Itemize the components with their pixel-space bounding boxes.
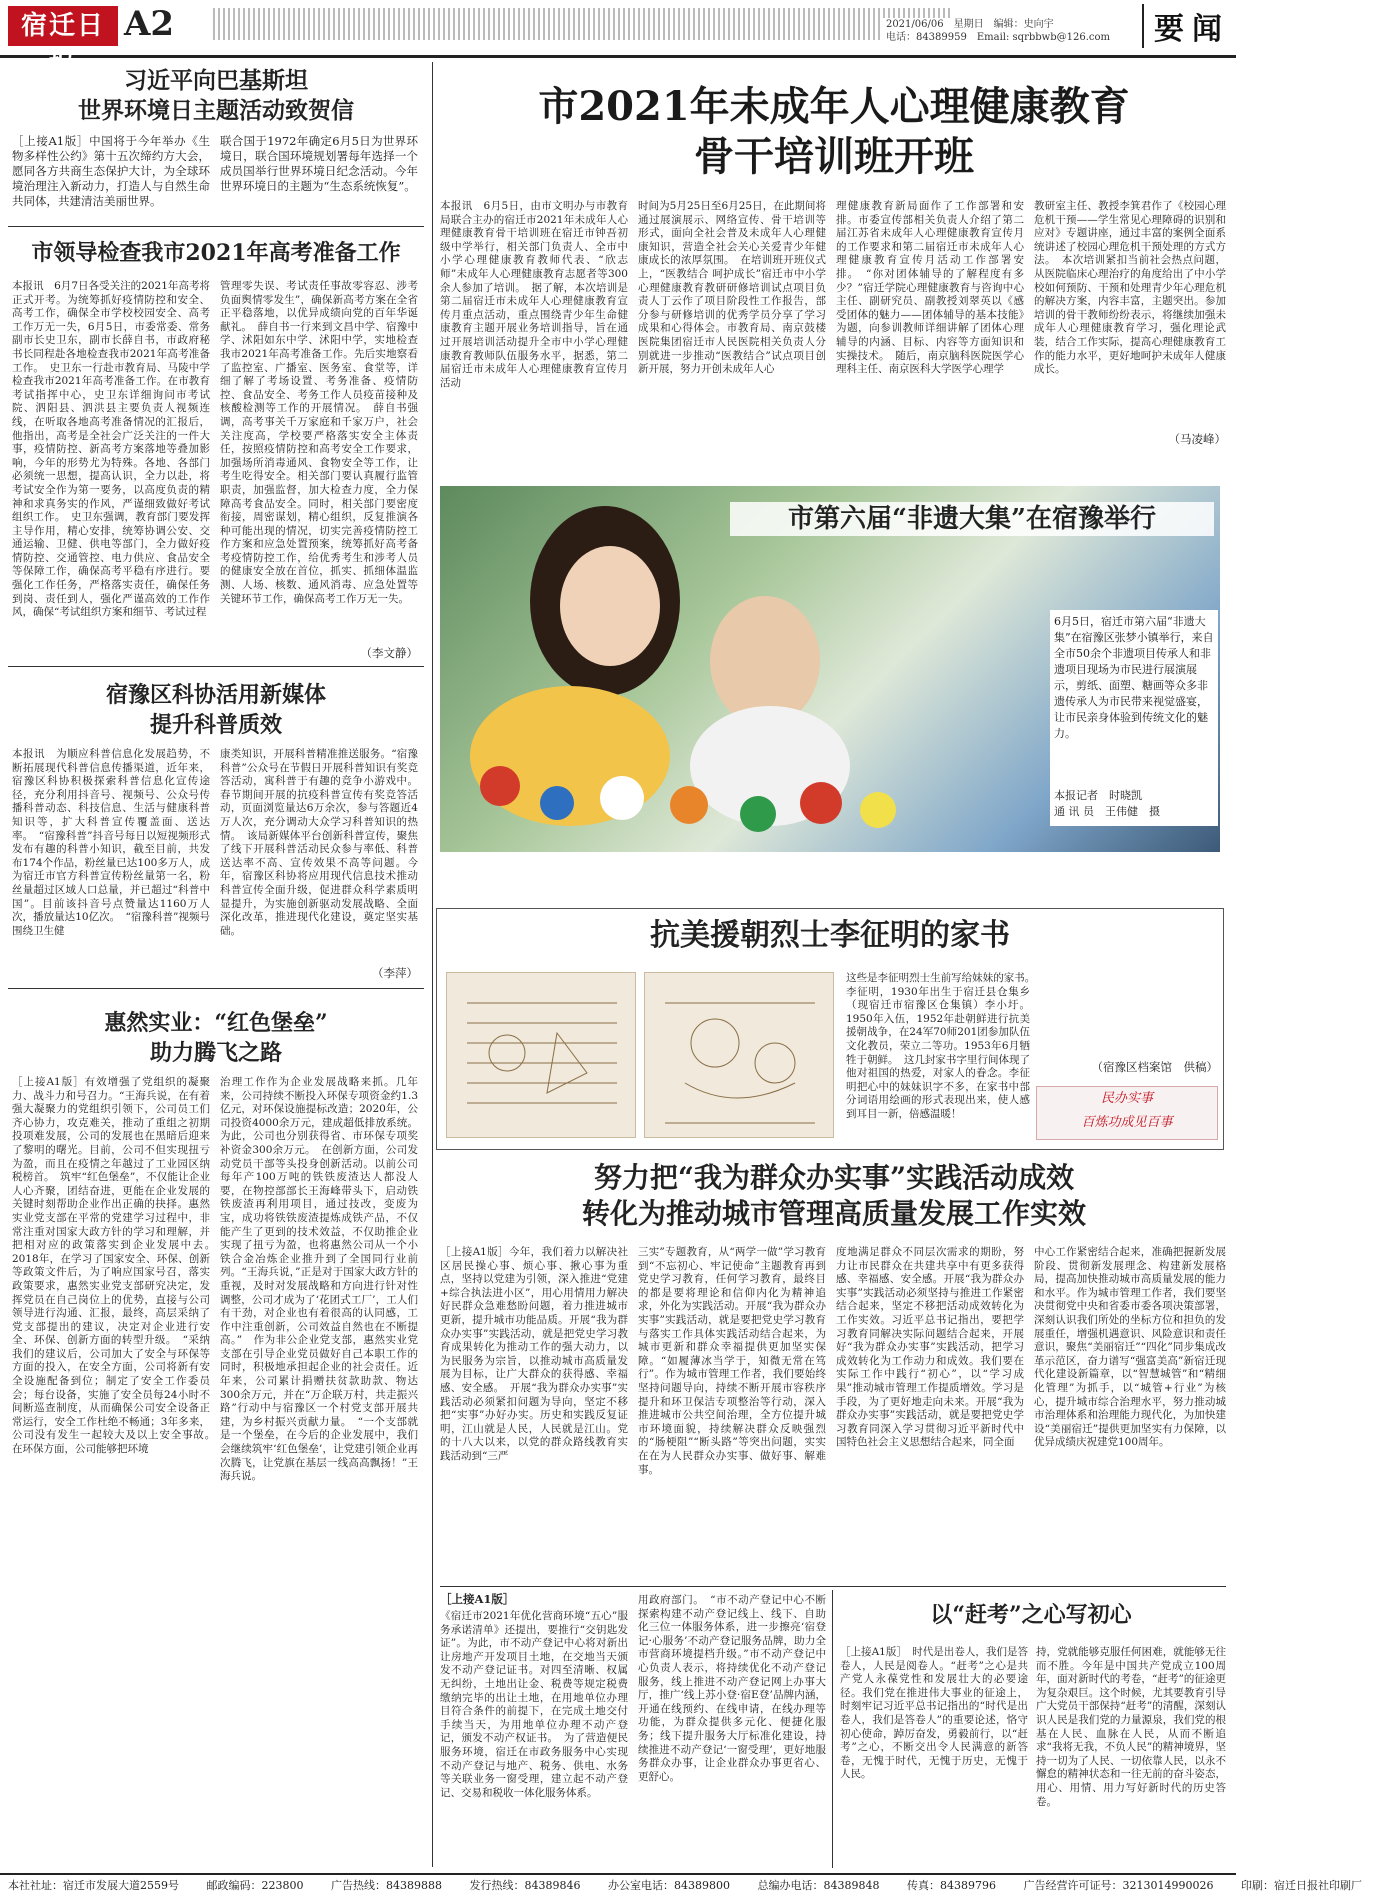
article-title (8, 1008, 424, 1068)
clay-figure (480, 766, 520, 806)
photo-caption-box (1050, 610, 1218, 826)
title-line: 转化为推动城市管理高质量发展工作实效 (581, 1197, 1086, 1230)
feature-title: 抗美援朝烈士李征明的家书 (650, 918, 1010, 953)
article-body: 三实”专题教育，从“两学一做”学习教育到“不忘初心、牢记使命”主题教育再到党史学习教育，任何学习教育，最终目的都是要将理论和信仰内化为精神追求，外化为实践活动。开展“我为群众办实事”实践活动，就是要把党史学习教育与落实工作具体实践活动结合起来，为城市更新和群众幸福提供更加坚实保障。“如履薄冰当学于，知微无常在笃行”。作为城市管理工作者，我们要始终坚持问题导向，持续不断开展市容秩序提升和环卫保洁专项整治等行动，深入推进城市公共空间治理，全方位提升城市环境面貌，持续解决群众反映强烈的“肠梗阻”“断头路”等突出问题，实实在在为人民群众办实事、做好事、解难事。 (638, 1246, 826, 1476)
footer-fax: 传真：84389796 (907, 1879, 996, 1892)
footer-ad: 广告热线：84389888 (331, 1879, 442, 1892)
article-body: 时间为5月25日至6月25日，在此期间将通过展演展示、网络宣传、骨干培训等形式，面向全社会普及未成年人心理健康知识，营造全社会关心关爱青少年健康成长的浓厚氛围。 在培训班开班仪式上，“医教结合 呵护成长”宿迁市中小学心理健康教育教研研修培训试点项目负责人丁云作了项目阶段性工作报告，部分参与研修培训的优秀学员分享了学习成果和心得体会。市教育局、南京鼓楼医院集团宿迁市人民医院相关负责人分别就进一步推动“医教结合”试点项目创新开展，努力开创未成年人心 (638, 200, 826, 376)
lead-title (440, 82, 1228, 182)
column-rule (432, 62, 433, 1867)
footer-post: 邮政编码：223800 (206, 1879, 304, 1892)
article-title (8, 680, 424, 740)
title-line: 努力把“我为群众办实事”实践活动成效 (593, 1161, 1075, 1194)
banner-line: 民办实事 (1100, 1091, 1153, 1106)
title-line: 习近平向巴基斯坦 (124, 67, 308, 94)
title-line: 提升科普质效 (149, 712, 282, 738)
photo-caption: 6月5日，宿迁市第六届“非遗大集”在宿豫区张梦小镇举行，来自全市50余个非遗项目传承人和非遗项目现场为市民进行展演展示，剪纸、面塑、糖画等众多非遗传承人为市民带来视觉盛宴，让市民亲身体验到传统文化的魅力。 (1054, 615, 1214, 740)
photo-title: 市第六届“非遗大集”在宿豫举行 (730, 502, 1214, 536)
banner-line: 百炼功成见百事 (1081, 1115, 1173, 1130)
article-title: 以“赶考”之心写初心 (930, 1602, 1132, 1628)
article-title (8, 66, 424, 126)
contact-line: 电话：84389959 Email: sqrbbwb@126.com (885, 32, 1110, 43)
section-rule (440, 1586, 1226, 1587)
title-line: 宿豫区科协活用新媒体 (105, 682, 326, 708)
clay-figure (540, 786, 574, 820)
article-body: 本报讯 6月7日各受关注的2021年高考将正式开考。为统筹抓好疫情防控和安全、高考工作，确保全市学校校园安全、高考工作万无一失，6月5日，市委常委、常务副市长史卫东，副市长薛自书，市政府秘书长同程赴各地检查我市2021年高考准备工作。 史卫东一行赴市教育局、马陵中学检查我市2021年高考准备工作。在市教育考试指挥中心，史卫东详细询问市考试院、泗阳县、泗洪县主要负责人视频连线，在听取各地高考准备情况的汇报后，他指出，高考是全社会广泛关注的一件大事，疫情防控、新高考方案落地等叠加影响，今年的形势尤为特殊。各地、各部门必须统一思想，提高认识，全力以赴，将考试安全作为第一要务，以高度负责的精神和求真务实的作风，严谨细致做好考试组织工作。 史卫东强调，教育部门要发挥主导作用，精心安排，统筹协调公安、交通运输、卫健、供电等部门，全力做好疫情防控、交通管控、电力供应、食品安全等保障工作，确保高考平稳有序进行。要强化工作任务，严格落实责任，确保任务到岗、责任到人，强化严谨高效的工作作风，确保“考试组织方案和细节、考试过程 (12, 280, 210, 619)
clay-figure (600, 776, 644, 820)
letter-image (446, 972, 636, 1138)
article-body: 治理工作作为企业发展战略来抓。几年来，公司持续不断投入环保专项资金约1.3亿元，对环保设施提标改造；2020年，公司投资4000余万元，建成超低排放系统。为此，公司也分别获得省、市环保专项奖补资金300余万元。 在创新方面，公司发动党员干部等头投身创新活动。以前公司每年产100万吨的铁铁废渣达人都没人要，在物控部部长王海峰带头下，启动铁铁废渣再利用项目，通过技改，变废为宝，成功将铁铁废渣提炼成铁产品，不仅能产生了更到的技术效益，不仅助推企业实现了扭亏为盈，也将惠然公司从一个小铁合金冶炼企业推升到了全国同行业前列。“王海兵说，”正是对于国家大政方针的重视，及时对发展战略和方向进行针对性调整，公司才成为了‘花团式工厂’，工人们有干劲，对企业也有着很高的认同感，工作中注重创新，公司效益自然也在不断提高。” 作为非公企业党支部，惠然实业党支部在引导企业党员做好自己本职工作的同时，积极地承担起企业的社会责任。近年来，公司累计捐赠扶贫款助款、物达300余万元，并在“万企联万村，共走振兴路”行动中与宿豫区一个村党支部开展共建，为乡村振兴贡献力量。 “一个支部就是一个堡垒，在今后的企业发展中，我们会继续筑牢‘红色堡垒’，让党建引领企业再次腾飞，让党旗在基层一线高高飘扬！”王海兵说。 (220, 1076, 418, 1483)
footer-address: 本社社址：宿迁市发展大道2559号 (8, 1879, 179, 1892)
header-meta (880, 18, 1116, 44)
article-source: （李萍） (372, 966, 418, 980)
title-line: 助力腾飞之路 (149, 1040, 282, 1066)
date-line: 2021/06/06 星期日 编辑：史向宇 (885, 19, 1054, 30)
column-rule (832, 1590, 833, 1868)
title-line: 惠然实业：“红色堡垒” (104, 1010, 328, 1036)
continuation-tag: ［上接A1版］ (440, 1592, 515, 1606)
letter-image (644, 972, 834, 1138)
title-line: 世界环境日主题活动致贺信 (78, 97, 354, 124)
article-source: （李文静） (360, 646, 418, 660)
title-line: 骨干培训班开班 (694, 133, 974, 180)
clay-figure (800, 782, 842, 824)
photo-byline: 本报记者 时晓凯 (1054, 789, 1142, 802)
article-body: 《宿迁市2021年优化营商环境“五心”服务承诺清单》还提出，要推行“交钥匙发证”。为此，市不动产登记中心将对新出让房地产开发项目土地，在交地当天颁发不动产登记证书。对四至清晰、权属无纠纷，土地出让金、税费等规定税费缴纳完毕的出让土地，在用地单位办理目符合条件的前提下，在完成土地交付手续当天，为用地单位办理不动产登记，颁发不动产权证书。 为了营造便民服务环境，宿迁在市政务服务中心实现不动产登记与地产、税务、供电、水务等关联业务一窗受理，建立起不动产登记、交易和税收一体化服务体系。 (440, 1610, 628, 1799)
article-title (440, 1160, 1228, 1232)
title-line: 市2021年未成年人心理健康教育 (538, 83, 1130, 130)
article-body: 本报讯 为顺应科普信息化发展趋势，不断拓展现代科普信息传播渠道，近年来，宿豫区科协积极探索科普信息化宣传途径，充分利用抖音号、视频号、公众号传播科普动态、科技信息、生活与健康科普知识等，扩大科普宣传覆盖面、送达率。 “宿豫科普”抖音号每日以短视频形式发布有趣的科普小知识，截至目前，共发布174个作品，粉丝量已达100多万人，成为宿迁市官方科普宣传粉丝量第一名，粉丝量超过区域人口总量，并已超过“科普中国”。目前该抖音号点赞量达1160万人次，播放量达10亿次。 “宿豫科普”视频号围绕卫生健 (12, 748, 210, 937)
article-body: ［上接A1版］中国将于今年举办《生物多样性公约》第十五次缔约方大会，愿同各方共商生态保护大计，为全球环境治理注入新动力，打造人与自然生命共同体，共建清洁美丽世界。 (12, 134, 210, 208)
footer-license: 广告经营许可证号：3213014990026 (1023, 1879, 1214, 1892)
letter-sketch (447, 973, 637, 1139)
article-body: ［上接A1版］今年，我们着力以解决社区居民操心事、烦心事、揪心事为重点，坚持以党建为引领，深入推进“党建+综合执法进小区”，用心用情用力解决好民群众急难愁盼问题，着力推进城市更新，提升城市功能品质。开展“我为群众办实事”实践活动，就是把党史学习教育成果转化为推动工作的强大动力，以为民服务为宗旨，以推动城市高质量发展为目标，让广大群众的获得感、幸福感、安全感。 开展“我为群众办实事”实践活动必须紧扣问题为导向，坚定不移把“实事”办好办实。历史和实践反复证明，江山就是人民，人民就是江山。党的十八大以来，以党的群众路线教育实践活动到“三严 (440, 1246, 628, 1462)
newspaper-logo: 宿迁日报 (8, 6, 118, 46)
person-shape (560, 546, 660, 666)
article-title: 市领导检查我市2021年高考准备工作 (31, 240, 401, 266)
article-body: ［上接A1版］ 时代是出卷人，我们是答卷人，人民是阅卷人。“赶考”之心是共产党人永葆党性和发展壮大的必要途径。我们党在推进伟大事业的征途上，时刻牢记习近平总书记指出的“时代是出卷人，我们是答卷人”的重要论述，恪守初心使命，踔厉奋发，勇毅前行，以“赶考”之心，不断交出令人民满意的新答卷，无愧于时代，无愧于历史，无愧于人民。 (840, 1646, 1028, 1781)
header-decoration (213, 8, 953, 40)
article-body: 度地满足群众不同层次需求的期盼，努力让市民群众在共建共享中有更多获得感、幸福感、安全感。开展“我为群众办实事”实践活动必须坚持与推进工作紧密结合起来，坚定不移把活动成效转化为工作实效。习近平总书记指出，要把学习教育同解决实际问题结合起来，开展好“我为群众办实事”实践活动，把学习成效转化为工作动力和成效。我们要在实际工作中践行“初心”，以“学习成果”推动城市管理工作提质增效。学习是手段，为了更好地走向未来。开展“我为群众办实事”实践活动，就是要把党史学习教育同深入学习贯彻习近平新时代中国特色社会主义思想结合起来，同全面 (836, 1246, 1024, 1449)
article-body: 持，党就能够克服任何困难，就能够无往而不胜。今年是中国共产党成立100周年，面对新时代的考卷，“赶考”的征途更为复杂艰巨。这个时候，尤其要教育引导广大党员干部保持“赶考”的清醒，深刻认识人民是我们党的力量源泉，我们党的根基在人民、血脉在人民，从而不断追求“我将无我，不负人民”的精神境界，坚持一切为了人民、一切依靠人民，以永不懈怠的精神状态和一往无前的奋斗姿态，用心、用情、用力写好新时代的历史答卷。 (1036, 1646, 1226, 1808)
article-body: 理健康教育新局面作了工作部署和安排。市委宣传部相关负责人介绍了第二届江苏省未成年人心理健康教育宣传月的工作要求和第二届宿迁市未成年人心理健康教育宣传月活动工作部署安排。 “你对团体辅导的了解程度有多少？”宿迁学院心理健康教育与咨询中心主任、副研究员、副教授刘翠英以《感受团体的魅力——团体辅导的基本技能》为题，向参训教师详细讲解了团体心理辅导的内涵、目标、内容等方面知识和实操技术。 随后，南京脑科医院医学心理科主任、南京医科大学医学心理学 (836, 200, 1024, 376)
footer-print: 印刷：宿迁日报社印刷厂 (1240, 1879, 1362, 1892)
footer (0, 1873, 1362, 1898)
page-number: A2 (124, 4, 175, 44)
feature-source: （宿豫区档案馆 供稿） (1091, 1060, 1218, 1074)
section-name: 要闻 (1142, 4, 1230, 48)
section-rule (8, 226, 424, 227)
article-body: 本报讯 6月5日，由市文明办与市教育局联合主办的宿迁市2021年未成年人心理健康教育骨干培训班在宿迁市钟吾初级中学举行，相关部门负责人、全市中小学心理健康教育教师代表、“欣志师”未成年人心理健康教育志愿者等300余人参加了培训。 据了解，本次培训是第二届宿迁市未成年人心理健康教育宣传月重点活动，重点围绕青少年生命健康教育主题开展业务培训指导，旨在通过开展培训活动提升全市中小学心理健康教育教师队伍服务水平，据悉，第二届宿迁市未成年人心理健康教育宣传月活动 (440, 200, 628, 389)
clay-figure (860, 792, 896, 828)
footer-editor: 总编办电话：84389848 (757, 1879, 880, 1892)
feature-body: 这些是李征明烈士生前写给妹妹的家书。 李征明，1930年出生于宿迁县仓集乡（现宿迁市宿豫区仓集镇）李小圩。1950年入伍，1952年赴朝鲜进行抗美援朝战争，在24军70师201团参加队伍文化教员，荣立二等功。1953年6月牺牲于朝鲜。 这几封家书字里行间体现了他对祖国的热爱，对家人的眷念。李征明把心中的妹妹识字不多，在家书中部分词语用绘画的形式表现出来，使人感到耳目一新，倍感温暖！ (846, 972, 1041, 1120)
letter-sketch (645, 973, 835, 1139)
footer-dist: 发行热线：84389846 (469, 1879, 581, 1892)
photo-byline: 通 讯 员 王伟健 摄 (1054, 805, 1160, 818)
article-body: ［上接A1版］有效增强了党组织的凝聚力、战斗力和号召力。“王海兵说，在有着强大凝聚力的党组织引领下，公司员工们齐心协力，攻克难关，推动了重组之初期投项难发展，公司的发展也在黑暗后迎来了黎明的曙光。目前，公司不但实现扭亏为盈，而且在疫情之年越过了工业园区纳税榜首。 筑牢“红色堡垒”，不仅能让企业人心齐聚，团结奋进，更能在企业发展的关键时刻帮助企业作出正确的抉择。惠然实业党支部在平常的党建学习过程中，非常注重对国家大政方针的学习和理解，并把相对应的政策落实到企业发展中去。 2018年，在学习了国家安全、环保、创新等政策文件后，为了响应国家号召，落实政策要求，惠然实业党支部研究决定，发挥党员在自己岗位上的优势，直接与公司领导进行沟通、汇报，最终，高层采纳了党支部提出的建议，决定对企业进行安全、环保、创新方面的转型升级。 “采纳我们的建议后，公司加大了安全与环保等方面的投入，在安全方面，公司将新有安全设施配备到位；制定了安全工作委员会；每台设备，实施了安全员每24小时不间断巡查制度，从而确保公司安全设备正常运行，安全工作杜绝不畅通；3年多来，公司没有发生一起较大及以上安全事故。 在环保方面，公司能够把环境 (12, 1076, 221, 1456)
article-body: 用政府部门。 “市不动产登记中心不断探索构建不动产登记线上、线下、自助化三位一体服务体系，进一步擦亮‘宿登记·心服务’不动产登记服务品牌，助力全市营商环境提档升级。”市不动产登记中心负责人表示，将持续优化不动产登记服务，线上推进不动产登记网上办事大厅，推广‘线上苏小登·宿E登’品牌内涵，开通在线预约、在线申请，在线办理等功能，为群众提供多元化、便捷化服务；线下提升服务大厅标准化建设，持续推进不动产登记‘一窗受理’，更好地服务群众办事，让企业群众办事更省心、更舒心。 (638, 1594, 826, 1783)
article-body: 康类知识，开展科普精准推送服务。“宿豫科普”公众号在节假日开展科普知识有奖竞答活动，寓科普于有趣的竞争小游戏中。春节期间开展的抗疫科普宣传有奖竞答活动，页面浏览量达6万余次，参与答题近4万人次，充分调动大众学习科普知识的热情。 该局新媒体平台创新科普宣传，聚焦了线下开展科普活动民众参与率低、科普送达率不高、宣传效果不高等问题。今年，宿豫区科协将应用现代信息技术推动科普宣传全面升级，促进群众科学素质明显提升，为实施创新驱动发展战略、全面深化改革，推进现代化建设，奠定坚实基础。 (220, 748, 418, 937)
clay-figure (670, 786, 708, 824)
article-body: 管理零失误、考试责任事故零容忍、涉考负面舆情零发生”，确保新高考方案在全省正平稳落地，以优异成绩向党的百年华诞献礼。 薛自书一行来到文昌中学、宿豫中学、沭阳如东中学、沭阳中学，实地检查我市2021年高考准备工作。先后实地察看了监控室、广播室、医务室、食堂等，详细了解了考场设置、考务准备、疫情防控、食品安全、考务工作人员疫苗接种及核酸检测等工作的开展情况。 薛自书强调，高考事关千万家庭和千家万户，社会关注度高，学校要严格落实安全主体责任，按照疫情防控和高考安全工作要求，加强场所消毒通风、食物安全等工作，让考生吃得安全。相关部门要认真履行监管职责，加强监督，加大检查力度，全力保障高考食品安全。同时，相关部门要密度衔接，周密谋划，精心组织，反复推演各种可能出现的情况，切实完善疫情防控工作方案和应急处置预案，统筹抓好高考备考疫情防控工作，给优秀考生和涉考人员的健康安全放在首位，抓实、抓细体温监测、人场、核数、通风消毒、应急处置等关键环节工作，确保高考工作万无一失。 (220, 280, 418, 605)
footer-office: 办公室电话：84389800 (608, 1879, 730, 1892)
article-source: （马凌峰） (1168, 432, 1226, 446)
clay-figure (740, 796, 776, 832)
slogan-banner (1036, 1086, 1218, 1140)
article-body: 中心工作紧密结合起来，准确把握新发展阶段、贯彻新发展理念、构建新发展格局，提高加快推动城市高质量发展的能力和水平。作为城市管理工作者，我们要坚决贯彻党中央和省委市委各项决策部署，深刻认识我们所处的坐标方位和担负的发展重任，增强机遇意识、风险意识和责任意识，聚焦“美丽宿迁”“四化”同步集成改革示范区，奋力谱写“强富美高”新宿迁现代化建设新篇章，以“智慧城管”和“精细化管理”为抓手，以“城管+行业”为核心，提升城市综合治理水平，努力推动城市治理体系和治理能力现代化，为加快建设“美丽宿迁”提供更加坚实有力保障，以优异成绩庆祝建党100周年。 (1034, 1246, 1226, 1449)
section-rule (8, 988, 424, 989)
article-body: 教研室主任、教授李箕君作了《校园心理危机干预——学生常见心理障碍的识别和应对》专题讲座，通过丰富的案例全面系统讲述了校园心理危机干预处理的方式方法。 本次培训紧扣当前社会热点问题，从医院临床心理治疗的角度给出了中小学校如何预防、干预和处理青少年心理危机的解决方案，内容丰富，主题突出。参加培训的骨干教师纷纷表示，将继续加强未成年人心理健康教育学习，强化理论武装，结合工作实际，提高心理健康教育工作的能力水平，更好地呵护未成年人健康成长。 (1034, 200, 1226, 376)
article-body: 联合国于1972年确定6月5日为世界环境日，联合国环境规划署每年选择一个成员国举行世界环境日纪念活动。今年世界环境日的主题为“生态系统恢复”。 (220, 134, 418, 193)
section-rule (8, 666, 424, 667)
